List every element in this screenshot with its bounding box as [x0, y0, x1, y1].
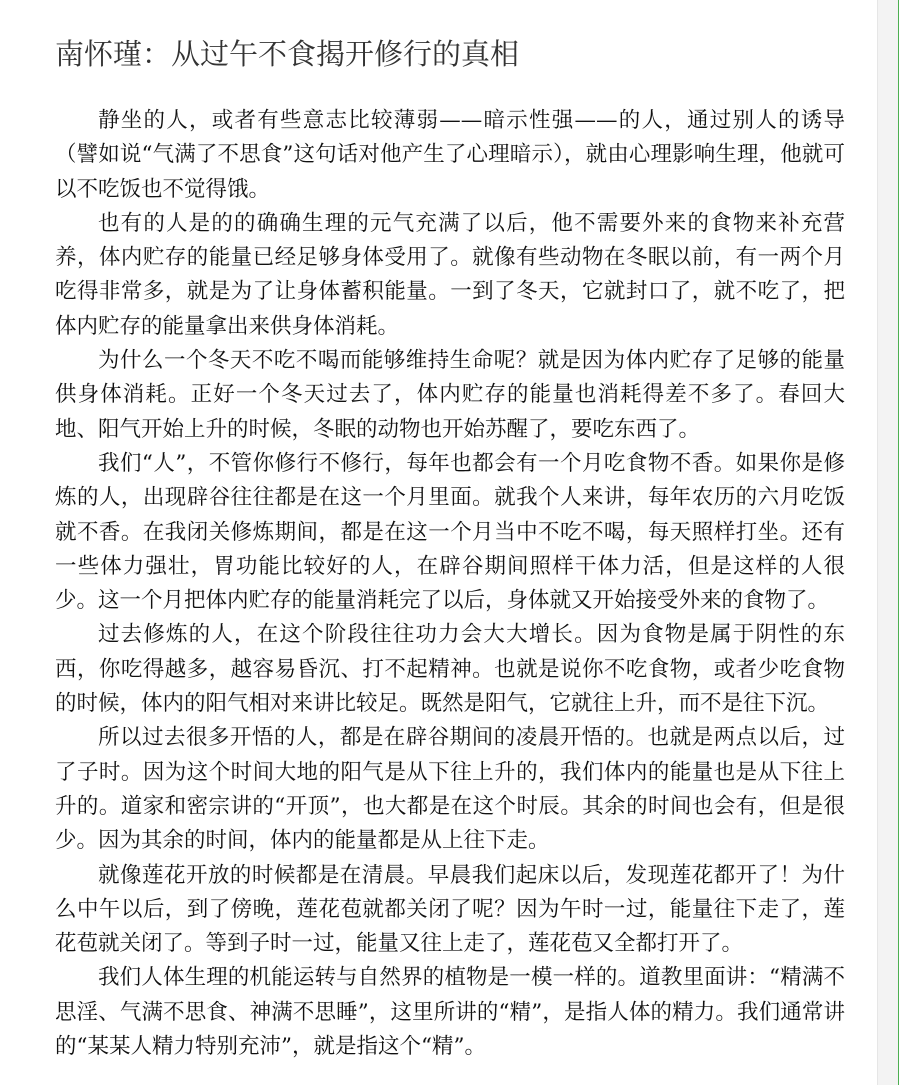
paragraph-3: 为什么一个冬天不吃不喝而能够维持生命呢？就是因为体内贮存了足够的能量供身体消耗。正好一个冬天过去了，体内贮存的能量也消耗得差不多了。春回大地、阳气开始上升的时候，冬眠的动物也开始苏醒了，要吃东西了。: [55, 348, 845, 442]
paragraph-6: 所以过去很多开悟的人，都是在辟谷期间的凌晨开悟的。也就是两点以后，过了子时。因为这个时间大地的阳气是从下往上升的，我们体内的能量也是从下往上升的。道家和密宗讲的“开顶”，也大都是在这个时辰。其余的时间也会有，但是很少。因为其余的时间，体内的能量都是从上往下走。: [55, 725, 845, 854]
paragraph-1: 静坐的人，或者有些意志比较薄弱——暗示性强——的人，通过别人的诱导（譬如说“气满了不思食”这句话对他产生了心理暗示），就由心理影响生理，他就可以不吃饭也不觉得饿。: [55, 108, 845, 202]
paragraph-7: 就像莲花开放的时候都是在清晨。早晨我们起床以后，发现莲花都开了！为什么中午以后，到了傍晚，莲花苞就都关闭了呢？因为午时一过，能量往下走了，莲花苞就关闭了。等到子时一过，能量又往上走了，莲花苞又全都打开了。: [55, 862, 845, 957]
article-title: 南怀瑾：从过午不食揭开修行的真相: [55, 37, 520, 71]
paragraph-4: 我们“人”，不管你修行不修行，每年也都会有一个月吃食物不香。如果你是修炼的人，出现辟谷往往都是在这一个月里面。就我个人来讲，每年农历的六月吃饭就不香。在我闭关修炼期间，都是在这一个月当中不吃不喝，每天照样打坐。还有一些体力强壮，胃功能比较好的人，在辟谷期间照样干体力活，但是这样的人很少。这一个月把体内贮存的能量消耗完了以后，身体就又开始接受外来的食物了。: [55, 450, 845, 614]
paragraph-5: 过去修炼的人，在这个阶段往往功力会大大增长。因为食物是属于阴性的东西，你吃得越多，越容易昏沉、打不起精神。也就是说你不吃食物，或者少吃食物的时候，体内的阳气相对来讲比较足。既然是阳气，它就往上升，而不是往下沉。: [55, 622, 845, 717]
article-body: [55, 104, 845, 1064]
paragraph-2: 也有的人是的的确确生理的元气充满了以后，他不需要外来的食物来补充营养，体内贮存的能量已经足够身体受用了。就像有些动物在冬眠以前，有一两个月吃得非常多，就是为了让身体蓄积能量。一到了冬天，它就封口了，就不吃了，把体内贮存的能量拿出来供身体消耗。: [55, 210, 845, 339]
right-gutter: [877, 0, 899, 1085]
paragraph-8: 我们人体生理的机能运转与自然界的植物是一模一样的。道教里面讲：“精满不思淫、气满不思食、神满不思睡”，这里所讲的“精”，是指人体的精力。我们通常讲的“某某人精力特别充沛”，就是指这个“精”。: [55, 965, 845, 1060]
